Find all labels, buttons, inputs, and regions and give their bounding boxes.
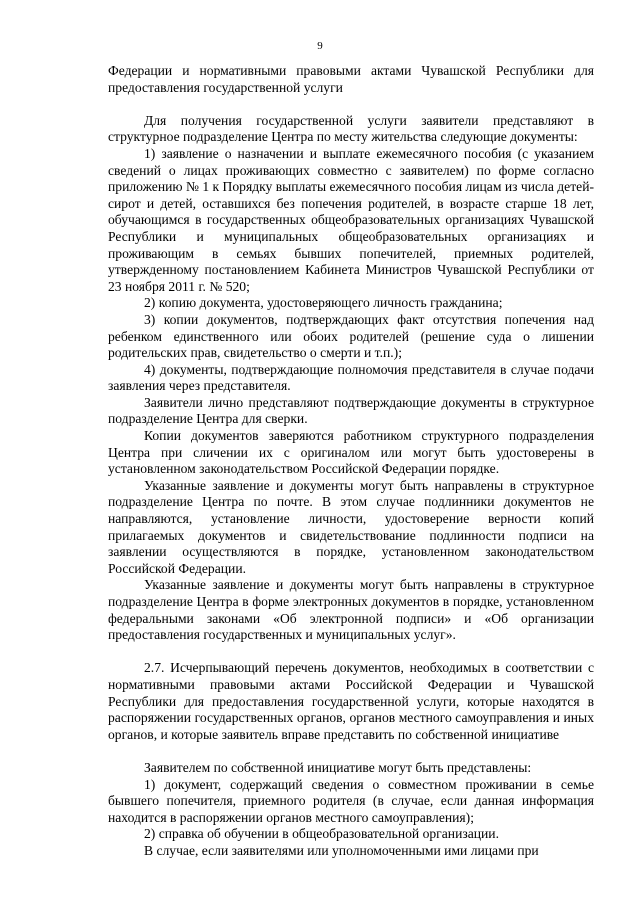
paragraph: Федерации и нормативными правовыми актами Чувашской Республики для предоставления государственной услуги	[108, 63, 594, 95]
paragraph-spacer	[108, 743, 594, 760]
paragraph: Указанные заявление и документы могут быть направлены в структурное подразделение Центра по почте. В этом случае подлинники документов не направляются, установление личности, удостоверение верности копий прилагаемых документов и свидетельствование подлинности подписи на заявлении осуществляются в порядке, установленном законодательством Российской Федерации.	[108, 477, 594, 576]
paragraph: 4) документы, подтверждающие полномочия представителя в случае подачи заявления через представителя.	[108, 361, 594, 394]
paragraph: 1) заявление о назначении и выплате ежемесячного пособия (с указанием сведений о лицах проживающих совместно с заявителем) по форме согласно приложению № 1 к Порядку выплаты ежемесячного пособия лицам из числа детей-сирот и детей, оставшихся без попечения родителей, в возрасте старше 18 лет, обучающимся в государственных общеобразовательных организациях Чувашской Республики и муниципальных общеобразовательных организациях и проживающим в семьях бывших попечителей, приемных родителей, утвержденному постановлением Кабинета Министров Чувашской Республики от 23 ноября 2011 г. № 520;	[108, 145, 594, 294]
paragraph: 2) справка об обучении в общеобразовательной организации.	[144, 826, 499, 842]
paragraph: В случае, если заявителями или уполномоченными ими лицами при	[144, 842, 539, 858]
paragraph-spacer	[108, 644, 594, 661]
page-number: 9	[317, 40, 323, 52]
paragraph: 2) копию документа, удостоверяющего личность гражданина;	[144, 295, 503, 311]
paragraph: Заявители лично представляют подтверждающие документы в структурное подразделение Центра для сверки.	[108, 394, 594, 427]
paragraph: Копии документов заверяются работником структурного подразделения Центра при сличении их с оригиналом или могут быть удостоверены в установленном законодательством Российской Федерации порядке.	[108, 428, 594, 477]
paragraph: Заявителем по собственной инициативе могут быть представлены:	[144, 759, 532, 775]
paragraph: 2.7. Исчерпывающий перечень документов, необходимых в соответствии с нормативными правовыми актами Российской Федерации и Чувашской Республики для предоставления государственной услуги, которые находятся в распоряжении государственных органов, органов местного самоуправления и иных органов, и которые заявитель вправе представить по собственной инициативе	[108, 660, 594, 742]
paragraph: 3) копии документов, подтверждающих факт отсутствия попечения над ребенком единственного или обоих родителей (решение суда о лишении родительских прав, свидетельство о смерти и т.п.);	[108, 311, 594, 361]
paragraph: 1) документ, содержащий сведения о совместном проживании в семье бывшего попечителя, приемного родителя (в случае, если данная информация находится в распоряжении органов местного самоуправления);	[108, 776, 594, 825]
paragraph: Указанные заявление и документы могут быть направлены в структурное подразделение Центра в форме электронных документов в порядке, установленном федеральными законами «Об электронной подписи» и «Об организации предоставления государственных и муниципальных услуг».	[108, 577, 594, 643]
document-body	[108, 63, 594, 860]
paragraph-spacer	[108, 96, 594, 113]
paragraph: Для получения государственной услуги заявители представляют в структурное подразделение Центра по месту жительства следующие документы:	[108, 112, 594, 145]
